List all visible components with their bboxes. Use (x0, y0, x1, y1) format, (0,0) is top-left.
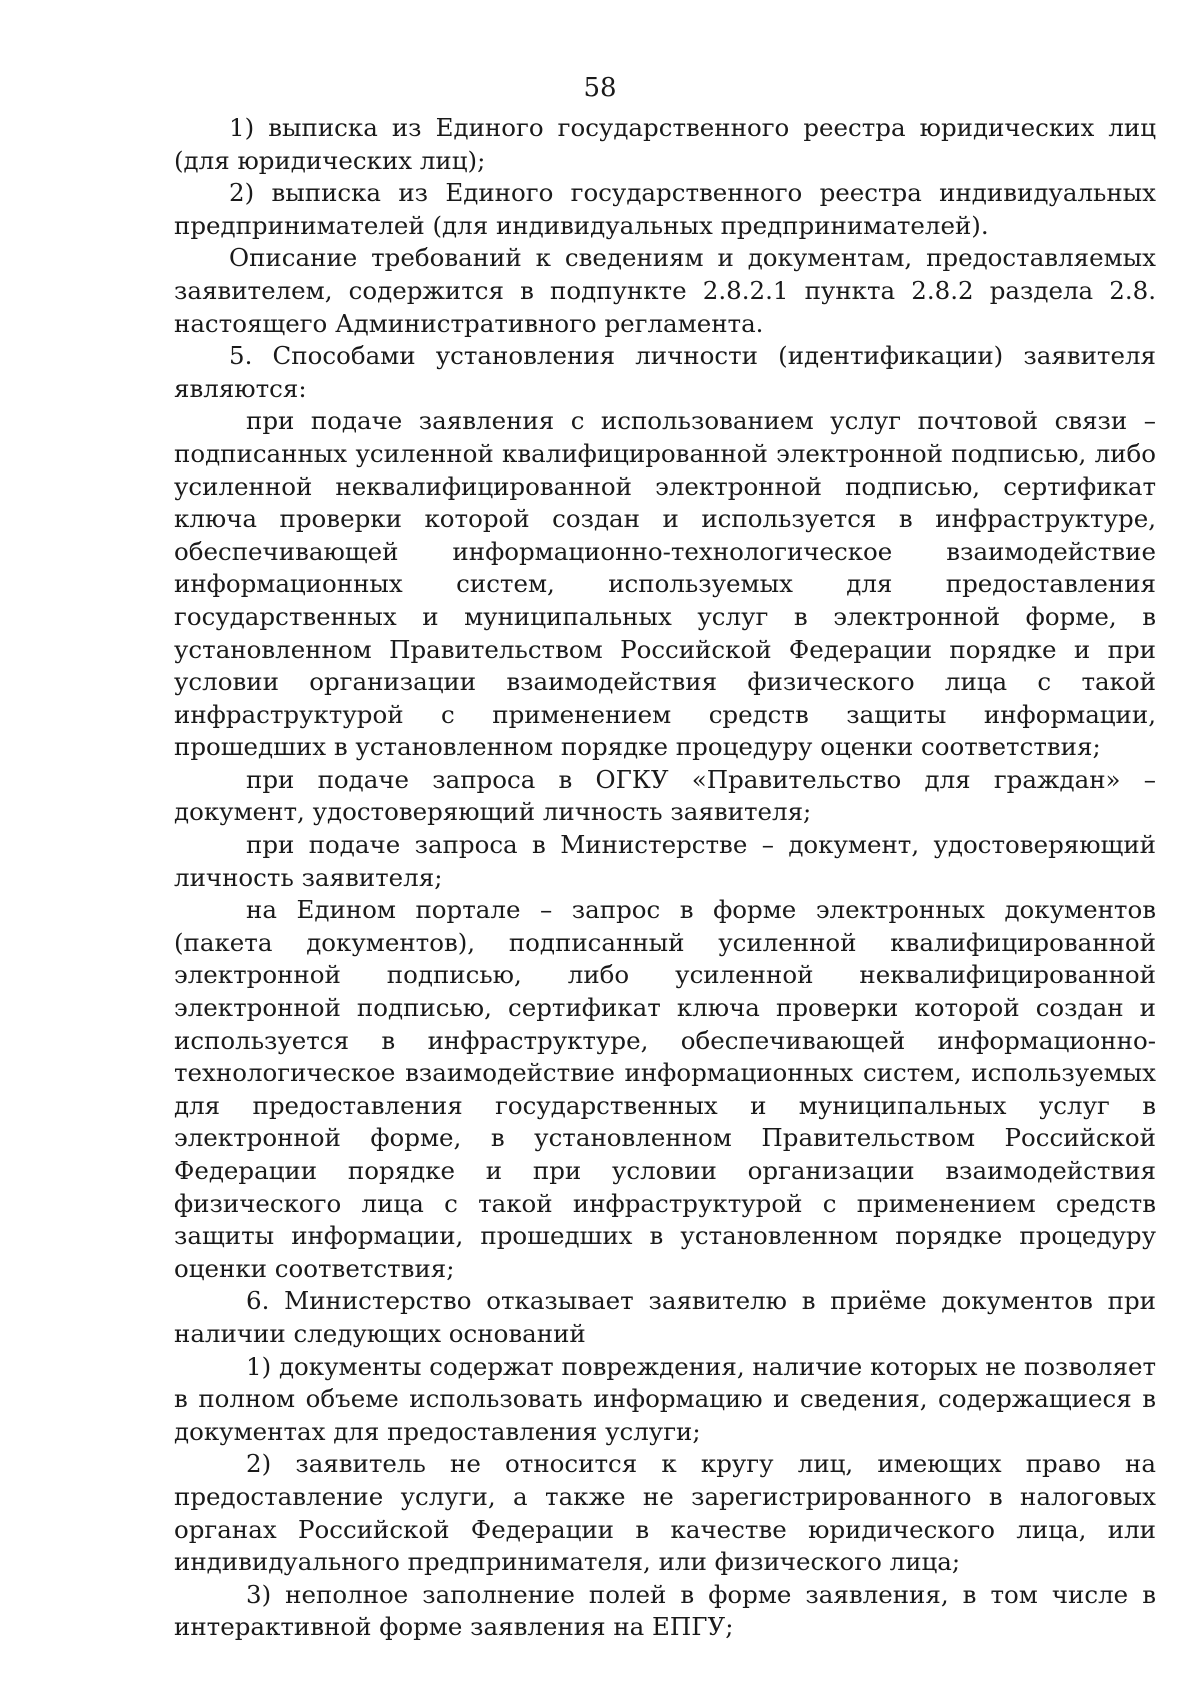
document-body (174, 112, 1156, 1644)
paragraph: при подаче запроса в ОГКУ «Правительство для граждан» – документ, удостоверяющий личность заявителя; (174, 764, 1156, 827)
paragraph: 2) выписка из Единого государственного реестра индивидуальных предпринимателей (для индивидуальных предпринимателей). (174, 178, 1156, 240)
paragraph: при подаче заявления с использованием услуг почтовой связи – подписанных усиленной квалифицированной электронной подписью, либо усиленной неквалифицированной электронной подписью, сертификат ключа проверки которой создан и используется в инфраструктуре, обеспечивающей информационно-технологическое взаимодействие информационных систем, используемых для предоставления государственных и муниципальных услуг в электронной форме, в установленном Правительством Российской Федерации порядке и при условии организации взаимодействия физического лица с такой инфраструктурой с применением средств защиты информации, прошедших в установленном порядке процедуру оценки соответствия; (174, 406, 1156, 762)
paragraph: при подаче запроса в Министерстве – документ, удостоверяющий личность заявителя; (174, 830, 1156, 892)
paragraph: 6. Министерство отказывает заявителю в приёме документов при наличии следующих оснований (174, 1286, 1156, 1348)
paragraph: 1) выписка из Единого государственного реестра юридических лиц (для юридических лиц); (174, 113, 1156, 175)
paragraph: 3) неполное заполнение полей в форме заявления, в том числе в интерактивной форме заявления на ЕПГУ; (174, 1579, 1156, 1642)
paragraph: 2) заявитель не относится к кругу лиц, имеющих право на предоставление услуги, а также не зарегистрированного в налоговых органах Российской Федерации в качестве юридического лица, или индивидуального предпринимателя, или физического лица; (174, 1449, 1156, 1577)
paragraph: на Едином портале – запрос в форме электронных документов (пакета документов), подписанный усиленной квалифицированной электронной подписью, либо усиленной неквалифицированной электронной подписью, сертификат ключа проверки которой создан и используется в инфраструктуре, обеспечивающей информационно-технологическое взаимодействие информационных систем, используемых для предоставления государственных и муниципальных услуг в электронной форме, в установленном Правительством Российской Федерации порядке и при условии организации взаимодействия физического лица с такой инфраструктурой с применением средств защиты информации, прошедших в установленном порядке процедуру оценки соответствия; (174, 895, 1156, 1283)
page-number: 58 (583, 73, 617, 103)
paragraph: 5. Способами установления личности (идентификации) заявителя являются: (174, 341, 1156, 403)
paragraph: 1) документы содержат повреждения, наличие которых не позволяет в полном объеме использовать информацию и сведения, содержащиеся в документах для предоставления услуги; (174, 1351, 1156, 1446)
paragraph: Описание требований к сведениям и документам, предоставляемых заявителем, содержится в подпункте 2.8.2.1 пункта 2.8.2 раздела 2.8. настоящего Административного регламента. (174, 243, 1156, 338)
